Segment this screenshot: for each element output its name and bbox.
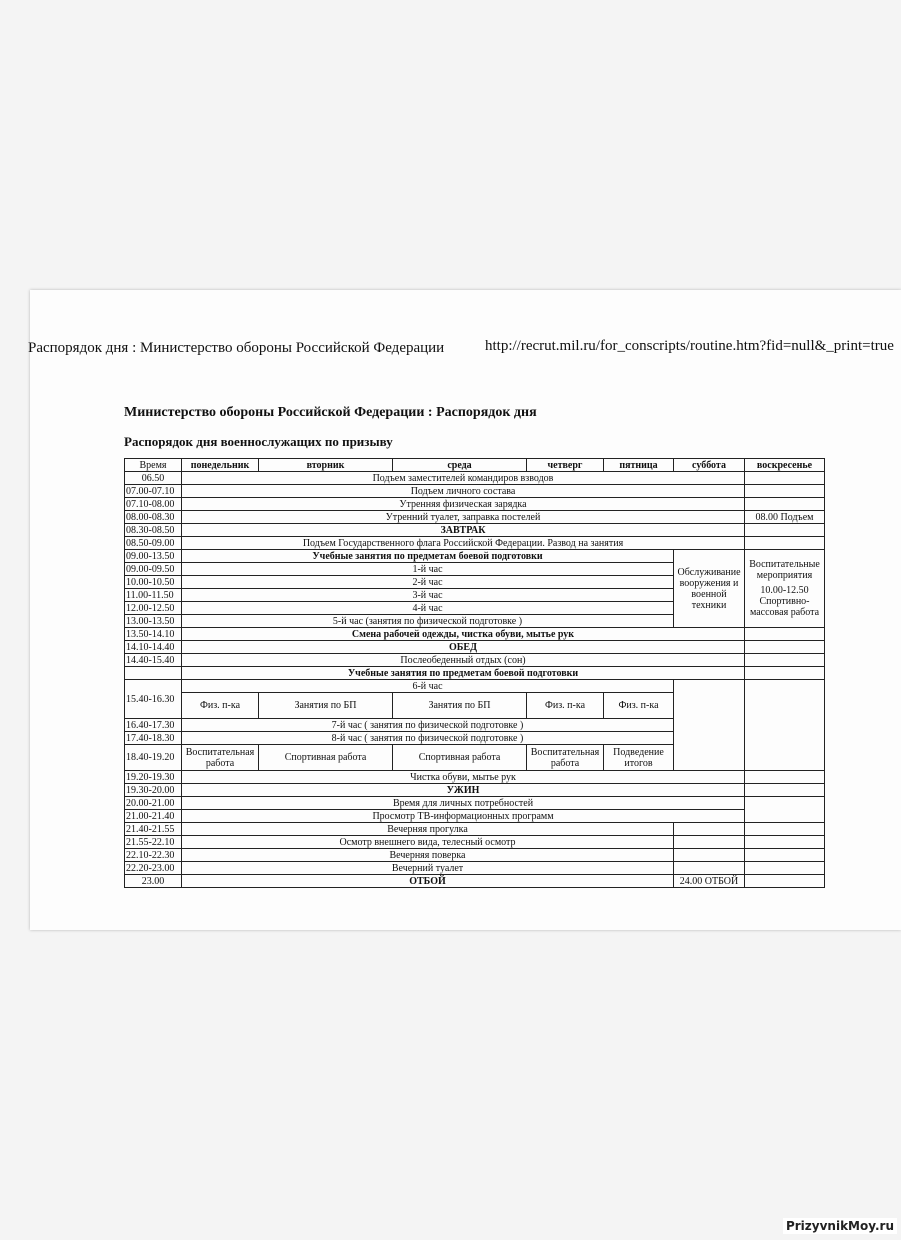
time-cell: 21.55-22.10 [125,836,182,849]
empty-cell [745,667,825,680]
thursday-cell: Физ. п-ка [527,693,604,719]
header-cell: четверг [527,459,604,472]
empty-cell [745,836,825,849]
table-row [125,862,825,875]
sunday-block-text: Спортивно-массовая работа [749,596,820,618]
empty-cell [745,680,825,771]
table-row [125,472,825,485]
table-row [125,849,825,862]
empty-cell [745,537,825,550]
empty-cell [745,654,825,667]
empty-cell [745,641,825,654]
time-cell: 07.10-08.00 [125,498,182,511]
time-cell: 14.10-14.40 [125,641,182,654]
empty-cell [745,784,825,797]
table-row [125,823,825,836]
time-cell: 16.40-17.30 [125,719,182,732]
site-watermark: PrizyvnikMoy.ru [783,1218,897,1234]
time-cell: 09.00-09.50 [125,563,182,576]
activity-cell: Послеобеденный отдых (сон) [182,654,745,667]
activity-cell: ЗАВТРАК [182,524,745,537]
schedule-table [124,458,825,888]
header-cell: воскресенье [745,459,825,472]
table-row [125,485,825,498]
document-subtitle: Распорядок дня военнослужащих по призыву [124,434,393,449]
empty-cell [745,862,825,875]
empty-cell [674,680,745,771]
friday-cell: Физ. п-ка [604,693,674,719]
header-cell: Время [125,459,182,472]
table-row [125,641,825,654]
table-row [125,498,825,511]
activity-cell: 1-й час [182,563,674,576]
sunday-cell: 08.00 Подъем [745,511,825,524]
time-cell: 12.00-12.50 [125,602,182,615]
table-row [125,680,825,693]
activity-cell: Смена рабочей одежды, чистка обуви, мытье рук [182,628,745,641]
activity-cell: Вечерний туалет [182,862,674,875]
tuesday-cell: Спортивная работа [259,745,393,771]
empty-cell [745,524,825,537]
activity-cell: Учебные занятия по предметам боевой подготовки [182,667,745,680]
table-row [125,810,825,823]
table-row [125,511,825,524]
activity-cell: Вечерняя прогулка [182,823,674,836]
activity-cell: Утренняя физическая зарядка [182,498,745,511]
sunday-block-title: Воспитательные мероприятия [749,559,820,581]
table-row [125,771,825,784]
time-cell: 20.00-21.00 [125,797,182,810]
activity-cell: Подъем заместителей командиров взводов [182,472,745,485]
activity-cell: Просмотр ТВ-информационных программ [182,810,745,823]
time-cell: 09.00-13.50 [125,550,182,563]
time-cell: 10.00-10.50 [125,576,182,589]
activity-cell: Время для личных потребностей [182,797,745,810]
table-row [125,836,825,849]
header-cell: пятница [604,459,674,472]
time-cell: 19.30-20.00 [125,784,182,797]
empty-cell [745,485,825,498]
tuesday-cell: Занятия по БП [259,693,393,719]
activity-cell: 6-й час [182,680,674,693]
empty-cell [745,498,825,511]
activity-cell: УЖИН [182,784,745,797]
monday-cell: Воспитательная работа [182,745,259,771]
time-cell: 22.10-22.30 [125,849,182,862]
time-cell: 13.00-13.50 [125,615,182,628]
time-cell: 19.20-19.30 [125,771,182,784]
activity-cell: Учебные занятия по предметам боевой подготовки [182,550,674,563]
time-cell: 11.00-11.50 [125,589,182,602]
activity-cell: Вечерняя поверка [182,849,674,862]
time-cell: 22.20-23.00 [125,862,182,875]
table-row [125,875,825,888]
activity-cell: 3-й час [182,589,674,602]
print-header-title: Распорядок дня : Министерство обороны Российской Федерации [28,340,445,356]
activity-cell: ОБЕД [182,641,745,654]
header-cell: суббота [674,459,745,472]
empty-cell [745,628,825,641]
wednesday-cell: Спортивная работа [393,745,527,771]
sunday-block-time: 10.00-12.50 [760,585,809,596]
header-cell: среда [393,459,527,472]
time-cell: 08.00-08.30 [125,511,182,524]
document-title: Министерство обороны Российской Федерации : Распорядок дня [124,405,537,420]
activity-cell: Утренний туалет, заправка постелей [182,511,745,524]
empty-cell [745,472,825,485]
table-row [125,784,825,797]
header-cell: вторник [259,459,393,472]
empty-cell [745,875,825,888]
time-cell: 08.30-08.50 [125,524,182,537]
time-cell: 14.40-15.40 [125,654,182,667]
activity-cell: Подъем личного состава [182,485,745,498]
time-cell: 13.50-14.10 [125,628,182,641]
activity-cell: 8-й час ( занятия по физической подготовке ) [182,732,674,745]
activity-cell: Подъем Государственного флага Российской Федерации. Развод на занятия [182,537,745,550]
time-cell: 21.00-21.40 [125,810,182,823]
friday-cell: Подведение итогов [604,745,674,771]
time-cell: 06.50 [125,472,182,485]
time-cell: 08.50-09.00 [125,537,182,550]
header-cell: понедельник [182,459,259,472]
empty-cell [745,823,825,836]
time-cell: 07.00-07.10 [125,485,182,498]
table-header-row [125,459,825,472]
saturday-cell: 24.00 ОТБОЙ [674,875,745,888]
time-cell: 15.40-16.30 [125,680,182,719]
empty-cell [745,797,825,823]
table-row [125,537,825,550]
print-header-url: http://recrut.mil.ru/for_conscripts/routine.htm?fid=null&_print=true [485,338,894,354]
table-row [125,667,825,680]
time-cell: 21.40-21.55 [125,823,182,836]
activity-cell: 4-й час [182,602,674,615]
empty-cell [674,823,745,836]
activity-cell: 7-й час ( занятия по физической подготовке ) [182,719,674,732]
empty-cell [674,849,745,862]
activity-cell: 5-й час (занятия по физической подготовке ) [182,615,674,628]
empty-cell [745,849,825,862]
wednesday-cell: Занятия по БП [393,693,527,719]
table-row [125,654,825,667]
activity-cell: Осмотр внешнего вида, телесный осмотр [182,836,674,849]
monday-cell: Физ. п-ка [182,693,259,719]
empty-cell [674,836,745,849]
empty-cell [674,862,745,875]
activity-cell: 2-й час [182,576,674,589]
time-cell: 17.40-18.30 [125,732,182,745]
empty-cell [745,771,825,784]
table-row [125,628,825,641]
sunday-activities-cell [745,550,825,628]
activity-cell: ОТБОЙ [182,875,674,888]
time-cell: 18.40-19.20 [125,745,182,771]
table-row [125,524,825,537]
empty-cell [125,667,182,680]
saturday-maintenance-cell: Обслуживание вооружения и военной техники [674,550,745,628]
table-row [125,550,825,563]
thursday-cell: Воспитательная работа [527,745,604,771]
activity-cell: Чистка обуви, мытье рук [182,771,745,784]
time-cell: 23.00 [125,875,182,888]
table-row [125,797,825,810]
